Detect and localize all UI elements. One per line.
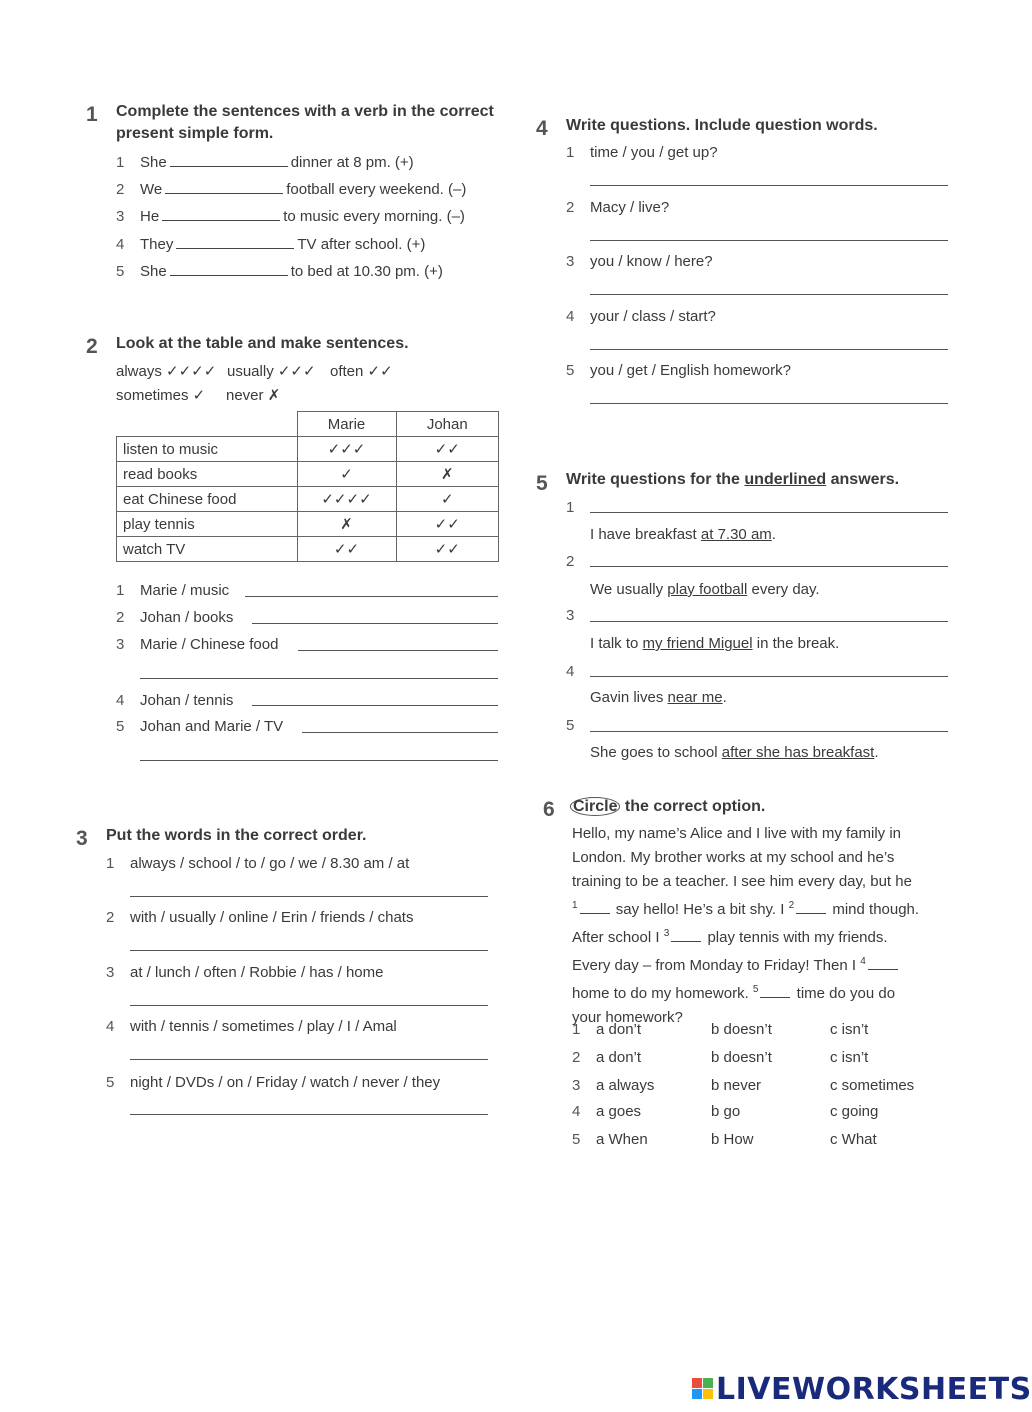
table-row: watch TV ✓✓ ✓✓ — [117, 537, 499, 562]
s2-item-2: 2 Johan / books — [116, 609, 234, 626]
gap-5[interactable] — [760, 985, 790, 998]
s5-number-1: 1 — [566, 499, 575, 516]
answer-line[interactable] — [590, 621, 948, 622]
option-2a[interactable]: a don’t — [596, 1049, 642, 1066]
section-4-number: 4 — [536, 117, 548, 140]
table-row: eat Chinese food ✓✓✓✓ ✓ — [117, 487, 499, 512]
section-3-title: Put the words in the correct order. — [106, 827, 367, 844]
option-row-2: 2 — [572, 1049, 581, 1066]
s2-item-5: 5 Johan and Marie / TV — [116, 718, 284, 735]
answer-line[interactable] — [130, 1005, 488, 1006]
key-sometimes: sometimes ✓ — [116, 387, 206, 404]
answer-blank[interactable] — [170, 152, 288, 167]
answer-line[interactable] — [298, 650, 498, 651]
s4-item-2: 2 Macy / live? — [566, 199, 670, 216]
answer-line[interactable] — [130, 1059, 488, 1060]
s2-item-3: 3 Marie / Chinese food — [116, 636, 279, 653]
answer-blank[interactable] — [170, 261, 288, 276]
s5-answer-3: I talk to my friend Miguel in the break. — [590, 635, 840, 652]
header-johan: Johan — [396, 412, 499, 437]
answer-line[interactable] — [302, 732, 498, 733]
answer-line[interactable] — [130, 950, 488, 951]
gap-1[interactable] — [580, 901, 610, 914]
answer-line[interactable] — [590, 512, 948, 513]
liveworksheets-logo[interactable]: LIVEWORKSHEETS — [716, 1372, 1032, 1407]
answer-line[interactable] — [590, 349, 948, 350]
frequency-table — [116, 411, 499, 562]
answer-line[interactable] — [590, 731, 948, 732]
section-2-title: Look at the table and make sentences. — [116, 335, 409, 352]
s5-answer-2: We usually play football every day. — [590, 581, 820, 598]
option-2b[interactable]: b doesn’t — [711, 1049, 772, 1066]
section-1-number: 1 — [86, 103, 98, 126]
option-5b[interactable]: b How — [711, 1131, 754, 1148]
option-row-5: 5 — [572, 1131, 581, 1148]
key-often: often ✓✓ — [330, 363, 393, 380]
table-row: read books ✓ ✗ — [117, 462, 499, 487]
table-row: play tennis ✗ ✓✓ — [117, 512, 499, 537]
answer-blank[interactable] — [165, 179, 283, 194]
answer-line[interactable] — [252, 623, 498, 624]
s1-item-1: 1 She dinner at 8 pm. (+) — [116, 154, 414, 171]
section-6-number: 6 — [543, 798, 555, 821]
s3-item-1: 1 always / school / to / go / we / 8.30 am / at — [106, 855, 410, 872]
option-3b[interactable]: b never — [711, 1077, 762, 1094]
answer-line[interactable] — [140, 760, 498, 761]
s3-item-4: 4 with / tennis / sometimes / play / I / Amal — [106, 1018, 397, 1035]
s5-number-2: 2 — [566, 553, 575, 570]
answer-line[interactable] — [130, 1114, 488, 1115]
header-marie: Marie — [297, 412, 396, 437]
option-5a[interactable]: a When — [596, 1131, 648, 1148]
s1-item-3: 3 He to music every morning. (–) — [116, 208, 465, 225]
option-row-1: 1 — [572, 1021, 581, 1038]
section-4-title: Write questions. Include question words. — [566, 117, 878, 134]
section-6-title: Circle the correct option. — [570, 796, 765, 818]
gap-4[interactable] — [868, 957, 898, 970]
key-never: never ✗ — [226, 387, 281, 404]
answer-line[interactable] — [245, 596, 498, 597]
gap-3[interactable] — [671, 929, 701, 942]
key-usually: usually ✓✓✓ — [227, 363, 316, 380]
option-row-4: 4 — [572, 1103, 581, 1120]
liveworksheets-logo-icon — [692, 1378, 714, 1400]
s5-number-3: 3 — [566, 607, 575, 624]
option-4b[interactable]: b go — [711, 1103, 741, 1120]
answer-line[interactable] — [140, 678, 498, 679]
section-3-number: 3 — [76, 827, 88, 850]
option-1b[interactable]: b doesn’t — [711, 1021, 772, 1038]
option-4c[interactable]: c going — [830, 1103, 879, 1120]
s2-item-1: 1 Marie / music — [116, 582, 230, 599]
option-1c[interactable]: c isn’t — [830, 1021, 869, 1038]
answer-line[interactable] — [590, 676, 948, 677]
s5-answer-5: She goes to school after she has breakfast. — [590, 744, 879, 761]
option-4a[interactable]: a goes — [596, 1103, 642, 1120]
option-3c[interactable]: c sometimes — [830, 1077, 915, 1094]
s5-number-4: 4 — [566, 663, 575, 680]
s4-item-1: 1 time / you / get up? — [566, 144, 718, 161]
s3-item-3: 3 at / lunch / often / Robbie / has / home — [106, 964, 384, 981]
option-2c[interactable]: c isn’t — [830, 1049, 869, 1066]
s1-item-2: 2 We football every weekend. (–) — [116, 181, 467, 198]
s5-answer-1: I have breakfast at 7.30 am. — [590, 526, 776, 543]
answer-line[interactable] — [590, 240, 948, 241]
answer-line[interactable] — [130, 896, 488, 897]
s3-item-2: 2 with / usually / online / Erin / friends / chats — [106, 909, 414, 926]
answer-blank[interactable] — [162, 206, 280, 221]
s5-answer-4: Gavin lives near me. — [590, 689, 727, 706]
answer-blank[interactable] — [176, 234, 294, 249]
s5-number-5: 5 — [566, 717, 575, 734]
answer-line[interactable] — [590, 294, 948, 295]
s1-item-5: 5 She to bed at 10.30 pm. (+) — [116, 263, 443, 280]
s2-item-4: 4 Johan / tennis — [116, 692, 234, 709]
section-5-title: Write questions for the underlined answers. — [566, 471, 900, 488]
option-1a[interactable]: a don’t — [596, 1021, 642, 1038]
s4-item-3: 3 you / know / here? — [566, 253, 713, 270]
s4-item-5: 5 you / get / English homework? — [566, 362, 791, 379]
gap-2[interactable] — [796, 901, 826, 914]
s4-item-4: 4 your / class / start? — [566, 308, 716, 325]
reading-text: Hello, my name’s Alice and I live with my family in London. My brother works at my school and he’s training to be a teacher. I see him every day, but he $^1$ say hello! He’s a bit shy. I $^2$ mind though. After school I $^3$ play tennis with my friends. Every day – from Monday to Friday! Then I $^4$ home to do my homework. $^5$ time do you do your homework? — [572, 825, 920, 1026]
option-5c[interactable]: c What — [830, 1131, 877, 1148]
key-always: always ✓✓✓✓ — [116, 363, 217, 380]
section-5-number: 5 — [536, 472, 548, 495]
option-row-3: 3 — [572, 1077, 581, 1094]
table-row: listen to music ✓✓✓ ✓✓ — [117, 437, 499, 462]
s3-item-5: 5 night / DVDs / on / Friday / watch / never / they — [106, 1074, 441, 1091]
answer-line[interactable] — [590, 185, 948, 186]
option-3a[interactable]: a always — [596, 1077, 655, 1094]
section-1-title: Complete the sentences with a verb in the correct present simple form. — [116, 103, 494, 142]
answer-line[interactable] — [590, 403, 948, 404]
answer-line[interactable] — [252, 705, 498, 706]
s1-item-4: 4 They TV after school. (+) — [116, 236, 426, 253]
answer-line[interactable] — [590, 566, 948, 567]
section-2-number: 2 — [86, 335, 98, 358]
